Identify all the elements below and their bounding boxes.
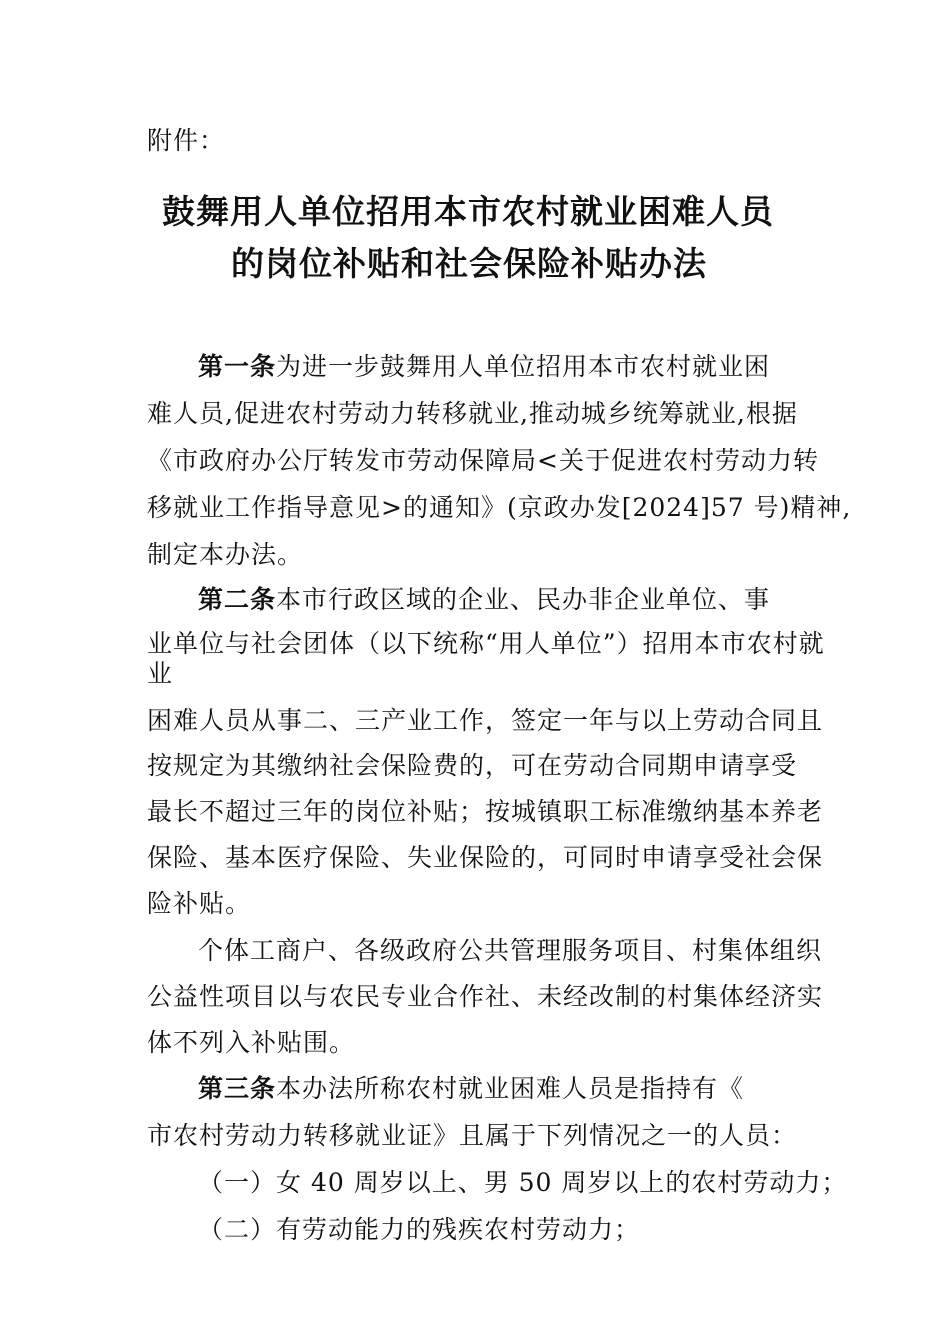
article-3-item-2: （二）有劳动能力的残疾农村劳动力；	[198, 1215, 641, 1244]
attachment-label: 附件：	[147, 126, 226, 155]
article-2-text-1: 本市行政区域的企业、民办非企业单位、事	[276, 585, 771, 614]
article-2-line-4: 困难人员从事二、三产业工作，签定一年与以上劳动合同且	[147, 706, 824, 735]
article-2-line-5: 按规定为其缴纳社会保险费的，可在劳动合同期申请享受	[147, 751, 798, 780]
article-1-text-1: 为进一步鼓舞用人单位招用本市农村就业困	[276, 352, 771, 381]
article-3-text-1: 本办法所称农村就业困难人员是指持有《	[276, 1074, 745, 1103]
article-2-line-1	[198, 585, 770, 615]
article-1-line-2: 难人员,促进农村劳动力转移就业,推动城乡统筹就业,根据	[147, 399, 798, 428]
article-1-line-1	[198, 352, 770, 382]
article-1-line-4: 移就业工作指导意见>的通知》(京政办发[2024]57 号)精神,	[147, 493, 852, 522]
article-3-line-2: 市农村劳动力转移就业证》且属于下列情况之一的人员：	[147, 1121, 798, 1150]
article-1-heading: 第一条	[198, 352, 277, 381]
document-title-line-2: 的岗位补贴和社会保险补贴办法	[231, 244, 707, 283]
article-1-line-3: 《市政府办公厅转发市劳动保障局<关于促进农村劳动力转	[147, 446, 819, 475]
article-2-line-2: 业单位与社会团体（以下统称“用人单位”）招用本市农村就	[147, 629, 825, 658]
article-2-heading: 第二条	[198, 585, 277, 614]
article-3-heading: 第三条	[198, 1074, 277, 1103]
article-1-line-5: 制定本办法。	[147, 540, 304, 569]
article-2-line-7: 保险、基本医疗保险、失业保险的，可同时申请享受社会保	[147, 843, 824, 872]
article-2-line-8: 险补贴。	[147, 889, 252, 918]
exclusion-line-3: 体不列入补贴围。	[147, 1028, 356, 1057]
document-title-line-1: 鼓舞用人单位招用本市农村就业困难人员	[162, 192, 774, 231]
exclusion-line-2: 公益性项目以与农民专业合作社、未经改制的村集体经济实	[147, 982, 824, 1011]
article-3-item-1: （一）女 40 周岁以上、男 50 周岁以上的农村劳动力；	[198, 1168, 848, 1197]
article-2-line-3: 业	[147, 659, 174, 688]
article-2-line-6: 最长不超过三年的岗位补贴；按城镇职工标准缴纳基本养老	[147, 797, 824, 826]
article-3-line-1	[198, 1074, 744, 1104]
exclusion-line-1: 个体工商户、各级政府公共管理服务项目、村集体组织	[198, 936, 823, 965]
